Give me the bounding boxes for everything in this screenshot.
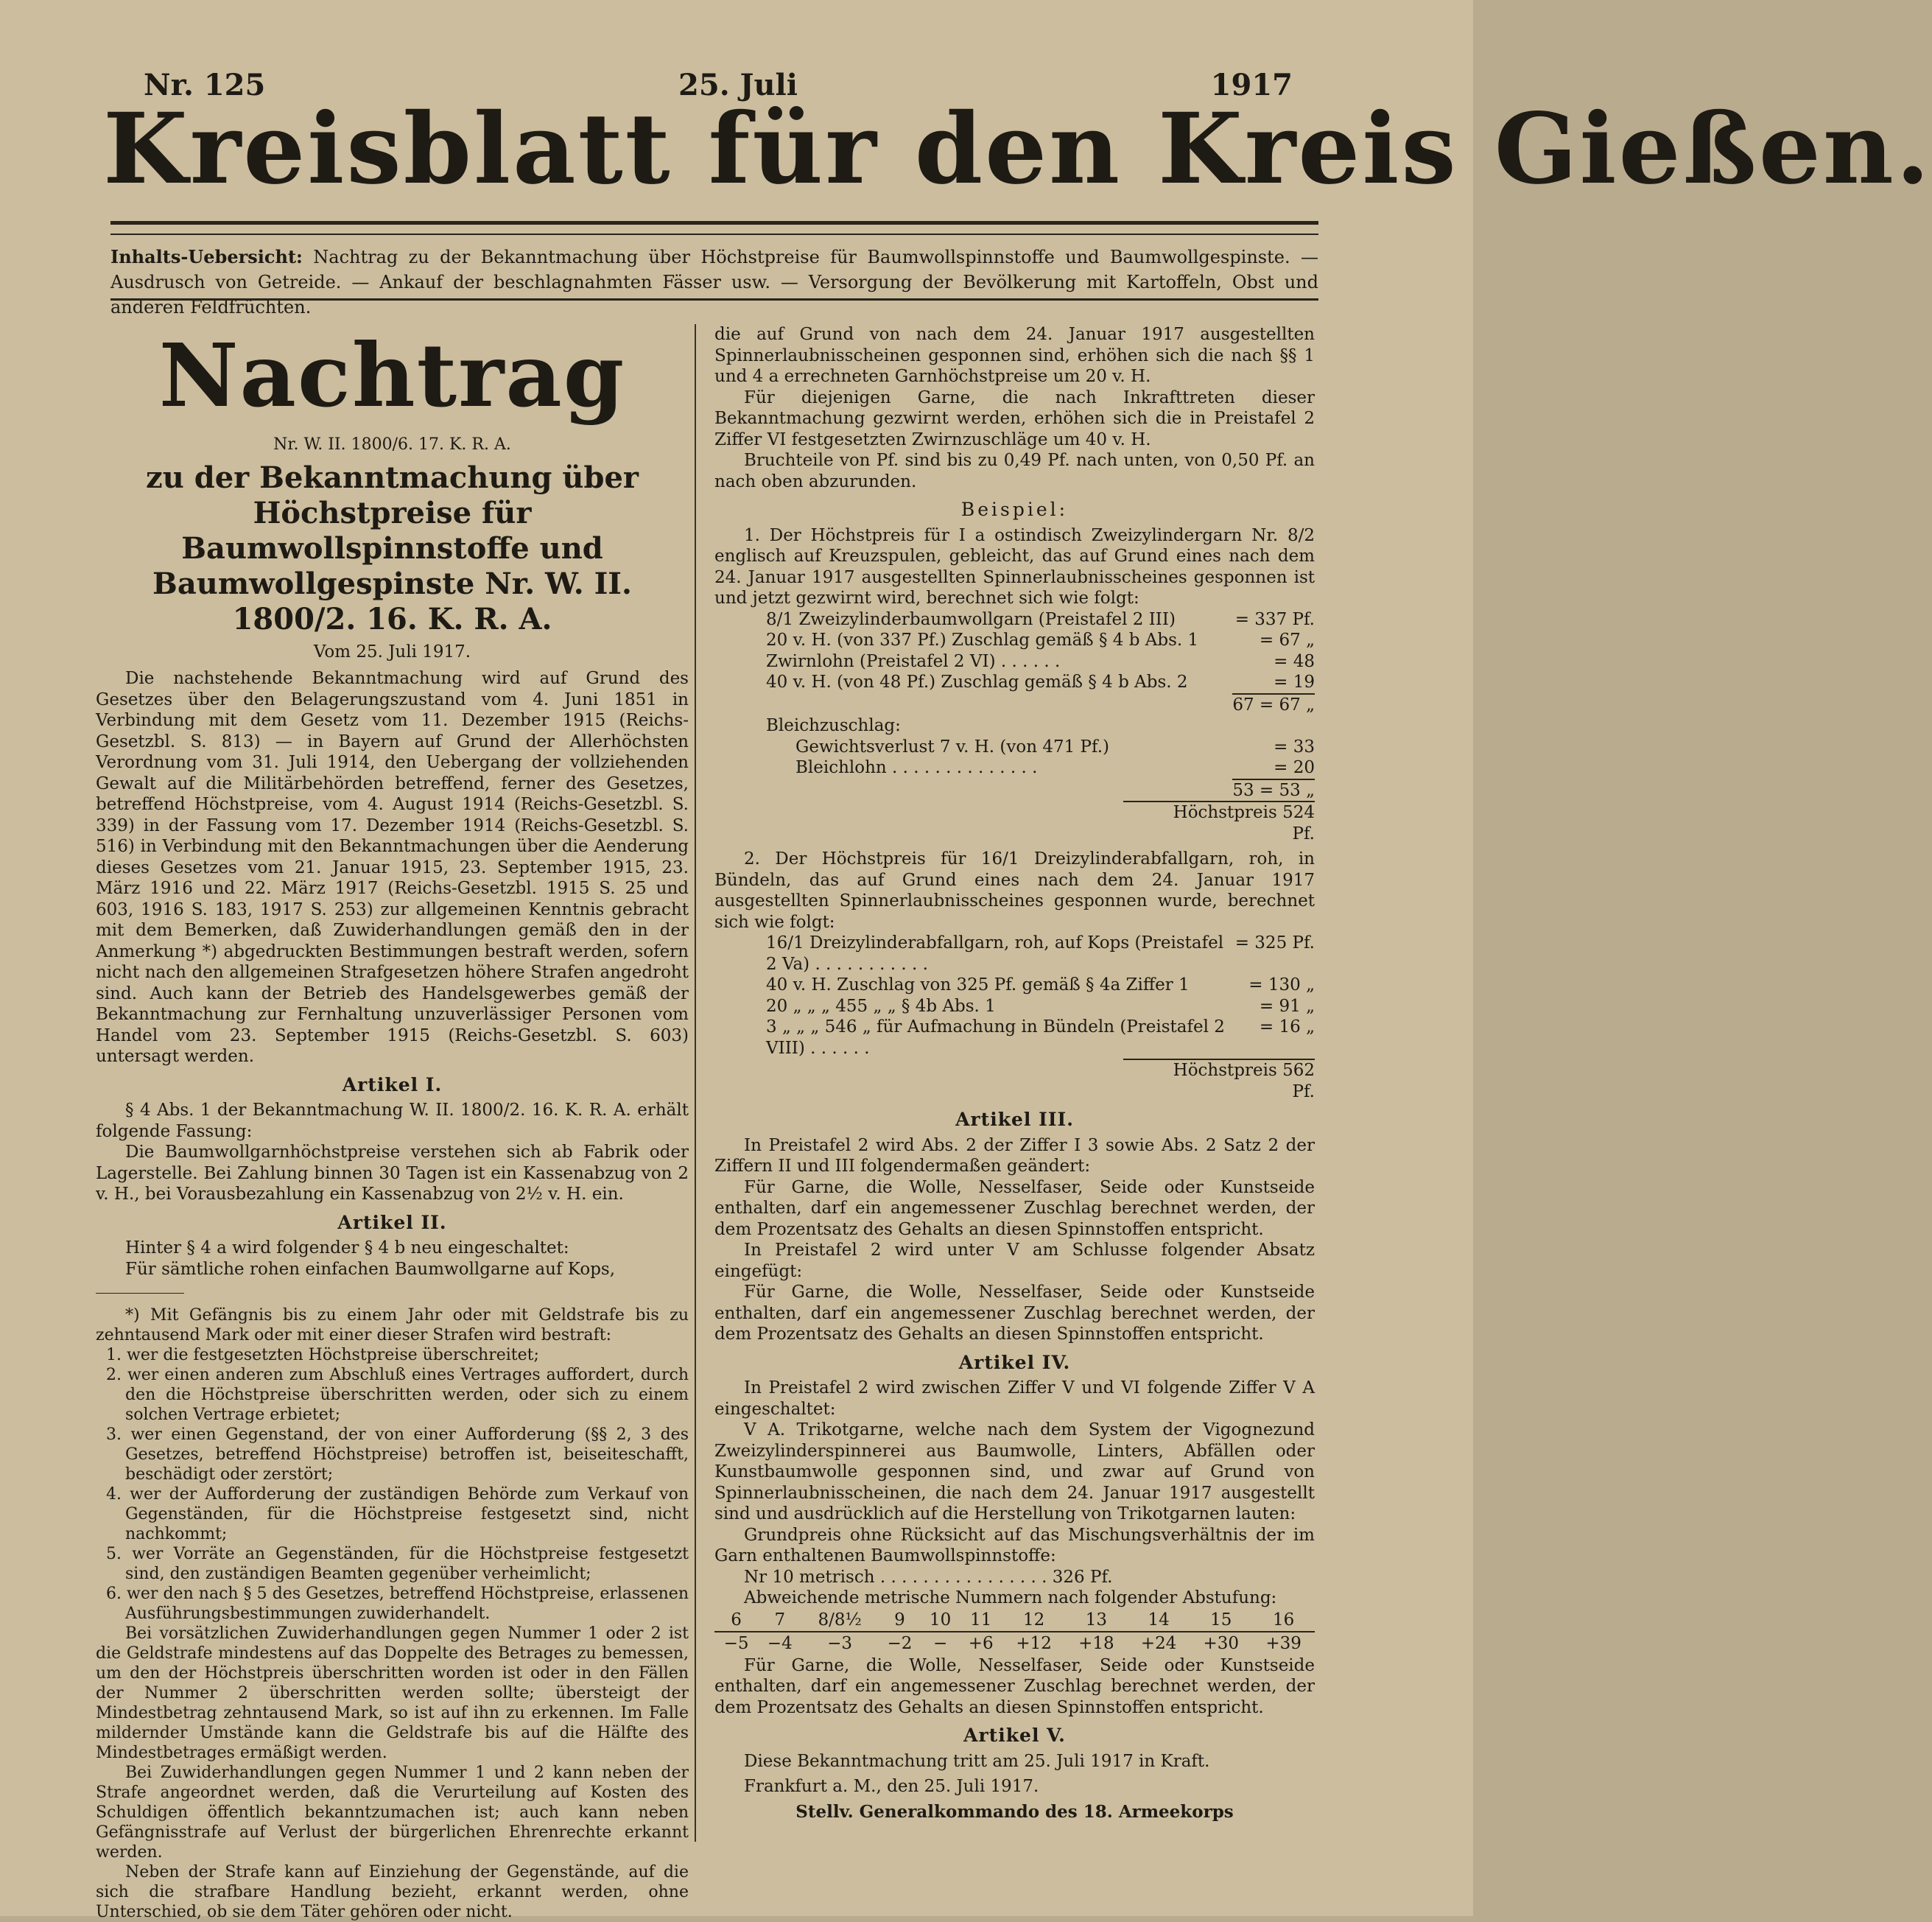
- toc-label: Inhalts-Uebersicht:: [110, 246, 303, 267]
- table-cell: 12: [1023, 1610, 1045, 1630]
- calc-label: Zwirnlohn (Preistafel 2 VI) . . . . . .: [766, 651, 1061, 671]
- artikel-2-quote: Für sämtliche rohen einfachen Baumwollgarne auf Kops,: [125, 1259, 616, 1279]
- table-cell: −5: [714, 1632, 758, 1655]
- calc-value: = 33: [1274, 737, 1315, 757]
- artikel-3-quote: Für Garne, die Wolle, Nesselfaser, Seide oder Kunstseide enthalten, darf ein angemessener Zuschlag berechnet werden, der dem Prozentsatz des Gehalts an diesen Spinnstoffen entspricht.: [714, 1283, 1315, 1344]
- calc-label: 20 v. H. (von 337 Pf.) Zuschlag gemäß § 4 b Abs. 1: [766, 631, 1199, 650]
- number-scale-table: [714, 1609, 1315, 1655]
- rounding-paragraph: Bruchteile von Pf. sind bis zu 0,49 Pf. nach unten, von 0,50 Pf. an nach oben abzurunden.: [714, 451, 1315, 491]
- table-cell: +18: [1065, 1632, 1128, 1655]
- article-title: Nachtrag: [158, 324, 626, 427]
- bleach-label: Bleichzuschlag:: [766, 716, 901, 735]
- table-cell: +39: [1252, 1632, 1315, 1655]
- example-heading: Beispiel:: [960, 499, 1069, 520]
- artikel-2-text: Hinter § 4 a wird folgender § 4 b neu eingeschaltet:: [125, 1238, 569, 1258]
- calc-value: = 337 Pf.: [1234, 609, 1315, 629]
- calc-value: = 20: [1274, 758, 1315, 777]
- calc-value: = 91 „: [1259, 996, 1315, 1016]
- footnote: [96, 1305, 689, 1922]
- footnote-rule: [96, 1293, 184, 1294]
- masthead-rule: [110, 221, 1318, 235]
- intro-paragraph: Die nachstehende Bekanntmachung wird auf Grund des Gesetzes über den Belagerungszustand vom 4. Juni 1851 in Verbindung mit dem Gesetz vom 11. Dezember 1915 (Reichs-Gesetzbl. S. 813) — in Bayern auf Grund der Allerhöchsten Verordnung vom 31. Juli 1914, den Uebergang der vollziehenden Gewalt auf die Militärbehörden betreffend, ferner des Gesetzes, betreffend Höchstpreise, vom 4. August 1914 (Reichs-Gesetzbl. S. 339) in der Fassung vom 17. Dezember 1914 (Reichs-Gesetzbl. S. 516) in Verbindung mit den Bekanntmachungen über die Aenderung dieses Gesetzes vom 21. Januar 1915, 23. September 1915, 23. März 1916 und 22. März 1917 (Reichs-Gesetzbl. 1915 S. 25 und 603, 1916 S. 183, 1917 S. 253) zur allgemeinen Kenntnis gebracht mit dem Bemerken, daß Zuwiderhandlungen gemäß den in der Anmerkung *) abgedruckten Bestimmungen bestraft werden, sofern nicht nach den allgemeinen Strafgesetzen höhere Strafen angedroht sind. Auch kann der Betrieb des Handelsgewerbes gemäß der Bekanntmachung zur Fernhaltung unzuverlässiger Personen vom Handel vom 23. September 1915 (Reichs-Gesetzbl. S. 603) untersagt werden.: [96, 669, 689, 1066]
- table-cell: −4: [758, 1632, 801, 1655]
- footnote-item: 3. wer einen Gegenstand, der von einer Aufforderung (§§ 2, 3 des Gesetzes, betreffend Höchstpreise) betroffen ist, beiseiteschafft, beschädigt oder zerstört;: [106, 1425, 689, 1484]
- article-date: Vom 25. Juli 1917.: [313, 642, 471, 662]
- artikel-4-quote: V A. Trikotgarne, welche nach dem System der Vigognezund Zweizylinderspinnerei aus Baumwolle, Linters, Abfällen oder Kunstbaumwolle gesponnen sind, und zwar auf Grund von Spinnerlaubnisscheinen, die nach dem 24. Januar 1917 ausgestellt sind und ausdrücklich auf die Herstellung von Trikotgarnen lauten:: [714, 1420, 1315, 1523]
- footnote-paragraph: Bei vorsätzlichen Zuwiderhandlungen gegen Nummer 1 oder 2 ist die Geldstrafe mindestens auf das Doppelte des Betrages zu bemessen, um den der Höchstpreis überschritten worden ist oder in den Fällen der Nummer 2 überschritten werden sollte; übersteigt der Mindestbetrag zehntausend Mark, so ist auf ihn zu erkennen. Im Falle mildernder Umstände kann die Geldstrafe bis auf die Hälfte des Mindestbetrages ermäßigt werden.: [96, 1624, 689, 1762]
- artikel-4-scale-label: Abweichende metrische Nummern nach folgender Abstufung:: [744, 1588, 1277, 1607]
- table-cell: 9: [894, 1610, 905, 1630]
- example-2-intro: 2. Der Höchstpreis für 16/1 Dreizylinderabfallgarn, roh, in Bündeln, das auf Grund eines nach dem 24. Januar 1917 ausgestellten Spinnerlaubnisscheines gesponnen wurde, berechnet sich wie folgt:: [714, 849, 1315, 932]
- masthead-title: Kreisblatt für den Kreis Gießen.: [103, 92, 1932, 206]
- signature: Stellv. Generalkommando des 18. Armeekorps: [795, 1801, 1234, 1822]
- table-cell: −3: [801, 1632, 878, 1655]
- example-1-total: Höchstpreis 524 Pf.: [1123, 801, 1315, 844]
- table-row: [714, 1609, 1315, 1632]
- footnote-item: 1. wer die festgesetzten Höchstpreise überschreitet;: [106, 1346, 539, 1364]
- table-row: [714, 1632, 1315, 1655]
- table-cell: 10: [929, 1610, 952, 1630]
- table-cell: 13: [1085, 1610, 1108, 1630]
- article-subtitle: zu der Bekanntmachung über Höchstpreise für Baumwollspinnstoffe und Baumwollgespinste Nr. W. II. 1800/2. 16. K. R. A.: [146, 460, 639, 636]
- table-cell: +6: [959, 1632, 1002, 1655]
- table-cell: −: [921, 1632, 959, 1655]
- artikel-2-heading: Artikel II.: [337, 1211, 447, 1233]
- table-cell: +30: [1190, 1632, 1252, 1655]
- artikel-4-base-price: Nr 10 metrisch . . . . . . . . . . . . . . . . 326 Pf.: [744, 1567, 1113, 1587]
- artikel-3-quote: Für Garne, die Wolle, Nesselfaser, Seide oder Kunstseide enthalten, darf ein angemessener Zuschlag berechnet werden, der dem Prozentsatz des Gehalts an diesen Spinnstoffen entspricht.: [714, 1177, 1315, 1239]
- zwirn-paragraph: Für diejenigen Garne, die nach Inkrafttreten dieser Bekanntmachung gezwirnt werden, erhöhen sich die in Preistafel 2 Ziffer VI festgesetzten Zwirnzuschläge um 40 v. H.: [714, 387, 1315, 449]
- calc-label: [795, 779, 1225, 802]
- artikel-5-heading: Artikel V.: [963, 1725, 1066, 1746]
- issue-number: Nr. 125: [144, 68, 266, 102]
- artikel-1-text: § 4 Abs. 1 der Bekanntmachung W. II. 1800/2. 16. K. R. A. erhält folgende Fassung:: [96, 1101, 689, 1141]
- footnote-item: 2. wer einen anderen zum Abschluß eines Vertrages auffordert, durch den die Höchstpreise überschritten werden, oder sich zu einem solchen Vertrage erbietet;: [106, 1366, 689, 1424]
- bleach-calculation: [714, 737, 1315, 802]
- table-cell: +24: [1128, 1632, 1190, 1655]
- calc-label: 40 v. H. (von 48 Pf.) Zuschlag gemäß § 4 b Abs. 2: [766, 673, 1188, 692]
- left-column: [96, 324, 689, 1922]
- calc-value: = 48: [1274, 651, 1315, 671]
- continuation-paragraph: die auf Grund von nach dem 24. Januar 1917 ausgestellten Spinnerlaubnisscheinen gesponnen sind, erhöhen sich die nach §§ 1 und 4 a errechneten Garnhöchstpreise um 20 v. H.: [714, 325, 1315, 386]
- footnote-paragraph: Neben der Strafe kann auf Einziehung der Gegenstände, auf die sich die strafbare Handlung bezieht, erkannt werden, ohne Unterschied, ob sie dem Täter gehören oder nicht.: [96, 1863, 689, 1921]
- artikel-4-heading: Artikel IV.: [958, 1351, 1071, 1373]
- example-2-total: Höchstpreis 562 Pf.: [1123, 1059, 1315, 1102]
- calc-subtotal: 67 = 67 „: [1232, 693, 1315, 716]
- artikel-4-quote: Für Garne, die Wolle, Nesselfaser, Seide oder Kunstseide enthalten, darf ein angemessener Zuschlag berechnet werden, der dem Prozentsatz des Gehalts an diesen Spinnstoffen entspricht.: [714, 1655, 1315, 1717]
- calc-value: = 67 „: [1259, 631, 1315, 650]
- issue-year: 1917: [1210, 68, 1293, 102]
- toc-text: Nachtrag zu der Bekanntmachung über Höchstpreise für Baumwollspinnstoffe und Baumwollgespinste. — Ausdrusch von Getreide. — Ankauf der beschlagnahmten Fässer usw. — Versorgung der Bevölkerung mit Kartoffeln, Obst und anderen Feldfrüchten.: [110, 247, 1318, 318]
- footnote-item: 5. wer Vorräte an Gegenständen, für die Höchstpreise festgesetzt sind, den zuständigen Beamten gegenüber verheimlicht;: [106, 1545, 689, 1583]
- calc-label: 16/1 Dreizylinderabfallgarn, roh, auf Kops (Preistafel 2 Va) . . . . . . . . . . .: [766, 933, 1224, 974]
- column-divider: [695, 324, 696, 1842]
- right-column: [714, 324, 1315, 1823]
- artikel-4-text: Grundpreis ohne Rücksicht auf das Mischungsverhältnis der im Garn enthaltenen Baumwollspinnstoffe:: [714, 1525, 1315, 1565]
- footnote-list: [96, 1345, 689, 1624]
- calc-label: [766, 693, 1225, 716]
- footnote-item: 6. wer den nach § 5 des Gesetzes, betreffend Höchstpreise, erlassenen Ausführungsbestimmungen zuwiderhandelt.: [106, 1585, 689, 1623]
- artikel-4-text: In Preistafel 2 wird zwischen Ziffer V und VI folgende Ziffer V A eingeschaltet:: [714, 1378, 1315, 1419]
- calc-value: = 19: [1274, 673, 1315, 692]
- footnote-item: 4. wer der Aufforderung der zuständigen Behörde zum Verkauf von Gegenständen, für die Höchstpreise festgesetzt sind, nicht nachkommt;: [106, 1485, 689, 1543]
- example-2-calculation: [714, 933, 1315, 1059]
- table-cell: +12: [1002, 1632, 1065, 1655]
- article-reference: Nr. W. II. 1800/6. 17. K. R. A.: [273, 435, 511, 454]
- artikel-3-text: In Preistafel 2 wird unter V am Schlusse folgender Absatz eingefügt:: [714, 1241, 1315, 1281]
- footnote-paragraph: Bei Zuwiderhandlungen gegen Nummer 1 und 2 kann neben der Strafe angeordnet werden, daß die Verurteilung auf Kosten des Schuldigen öffentlich bekanntzumachen ist; auch kann neben Gefängnisstrafe auf Verlust der bürgerlichen Ehrenrechte erkannt werden.: [96, 1764, 689, 1862]
- example-1-calculation: [714, 609, 1315, 716]
- table-cell: 11: [970, 1610, 992, 1630]
- calc-label: 40 v. H. Zuschlag von 325 Pf. gemäß § 4a Ziffer 1: [766, 975, 1190, 995]
- artikel-3-text: In Preistafel 2 wird Abs. 2 der Ziffer I 3 sowie Abs. 2 Satz 2 der Ziffern II und III folgendermaßen geändert:: [714, 1135, 1315, 1176]
- calc-value: = 130 „: [1248, 975, 1315, 995]
- table-cell: 16: [1272, 1610, 1295, 1630]
- footnote-intro: *) Mit Gefängnis bis zu einem Jahr oder mit Geldstrafe bis zu zehntausend Mark oder mit einer dieser Strafen wird bestraft:: [96, 1306, 689, 1344]
- calc-subtotal: 53 = 53 „: [1232, 779, 1315, 802]
- place-date: Frankfurt a. M., den 25. Juli 1917.: [744, 1777, 1039, 1796]
- table-cell: 7: [774, 1610, 786, 1630]
- table-cell: 14: [1148, 1610, 1170, 1630]
- calc-label: Gewichtsverlust 7 v. H. (von 471 Pf.): [795, 737, 1110, 757]
- calc-label: 3 „ „ „ 546 „ für Aufmachung in Bündeln (Preistafel 2 VIII) . . . . . .: [766, 1017, 1225, 1058]
- table-cell: −2: [878, 1632, 921, 1655]
- example-1-intro: 1. Der Höchstpreis für I a ostindisch Zweizylindergarn Nr. 8/2 englisch auf Kreuzspulen, gebleicht, das auf Grund eines nach dem 24. Januar 1917 ausgestellten Spinnerlaubnisscheines gesponnen ist und jetzt gezwirnt wird, berechnet sich wie folgt:: [714, 525, 1315, 608]
- calc-label: 8/1 Zweizylinderbaumwollgarn (Preistafel 2 III): [766, 609, 1176, 629]
- artikel-1-heading: Artikel I.: [342, 1073, 443, 1095]
- issue-date: 25. Juli: [678, 68, 798, 102]
- table-of-contents: [110, 245, 1318, 320]
- calc-label: 20 „ „ „ 455 „ „ § 4b Abs. 1: [766, 996, 996, 1016]
- table-cell: 8/8½: [818, 1610, 862, 1630]
- artikel-1-quote: Die Baumwollgarnhöchstpreise verstehen sich ab Fabrik oder Lagerstelle. Bei Zahlung binnen 30 Tagen ist ein Kassenabzug von 2 v. H., bei Vorausbezahlung ein Kassenabzug von 2½ v. H. ein.: [96, 1143, 689, 1204]
- toc-rule: [110, 298, 1318, 305]
- artikel-5-text: Diese Bekanntmachung tritt am 25. Juli 1917 in Kraft.: [744, 1751, 1210, 1771]
- calc-value: = 325 Pf.: [1234, 933, 1315, 953]
- table-cell: 6: [731, 1610, 742, 1630]
- artikel-3-heading: Artikel III.: [955, 1109, 1074, 1130]
- calc-value: = 16 „: [1259, 1017, 1315, 1037]
- table-cell: 15: [1210, 1610, 1232, 1630]
- calc-label: Bleichlohn . . . . . . . . . . . . . .: [795, 758, 1038, 777]
